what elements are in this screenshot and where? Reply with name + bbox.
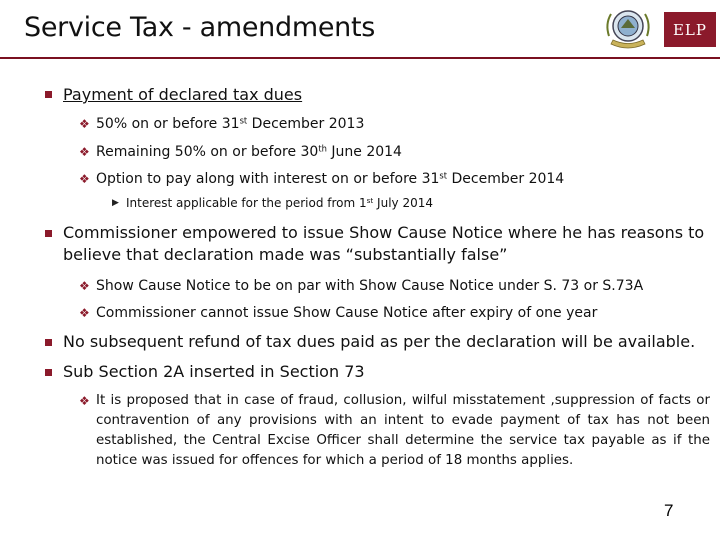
sub-item-2: Remaining 50% on or before 30th June 2014 [96,143,402,160]
page-number: 7 [664,501,674,520]
arrow-bullet-icon: ▶ [112,198,119,208]
diamond-bullet-icon: ❖ [79,172,90,186]
diamond-bullet-icon: ❖ [79,117,90,131]
bullet-4-paragraph: It is proposed that in case of fraud, collusion, wilful misstatement ,suppression of facts or contravention of any provisions with an intent to evade payment of tax has not been established, the Central Excise Officer shall determine the service tax payable as if the notice was issued for offences for which a period of 18 months applies. [96,393,710,468]
square-bullet-icon [45,369,52,376]
slide-title: Service Tax - amendments [24,12,376,43]
bullet-1-heading: Payment of declared tax dues [63,85,303,104]
bullet-3: No subsequent refund of tax dues paid as per the declaration will be available. [63,332,696,351]
diamond-bullet-icon: ❖ [79,279,90,293]
bullet-2-line1: Commissioner empowered to issue Show Cause Notice where he has reasons to [63,223,705,242]
sub-item-4: Show Cause Notice to be on par with Show Cause Notice under S. 73 or S.73A [96,278,644,294]
square-bullet-icon [45,230,52,237]
square-bullet-icon [45,91,52,98]
sub-item-1: 50% on or before 31st December 2013 [96,115,365,132]
diamond-bullet-icon: ❖ [79,306,90,320]
bullet-4: Sub Section 2A inserted in Section 73 [63,362,365,381]
bullet-2-line2: believe that declaration made was “substantially false” [63,245,508,264]
elp-logo: ELP [664,12,716,47]
diamond-bullet-icon: ❖ [79,145,90,159]
diamond-bullet-icon: ❖ [79,394,90,408]
sub-item-5: Commissioner cannot issue Show Cause Notice after expiry of one year [96,305,598,321]
sub-sub-item: Interest applicable for the period from 1st July 2014 [126,196,433,210]
emblem-icon [603,6,653,52]
sub-item-3: Option to pay along with interest on or before 31st December 2014 [96,170,565,187]
square-bullet-icon [45,339,52,346]
title-rule [0,57,720,59]
